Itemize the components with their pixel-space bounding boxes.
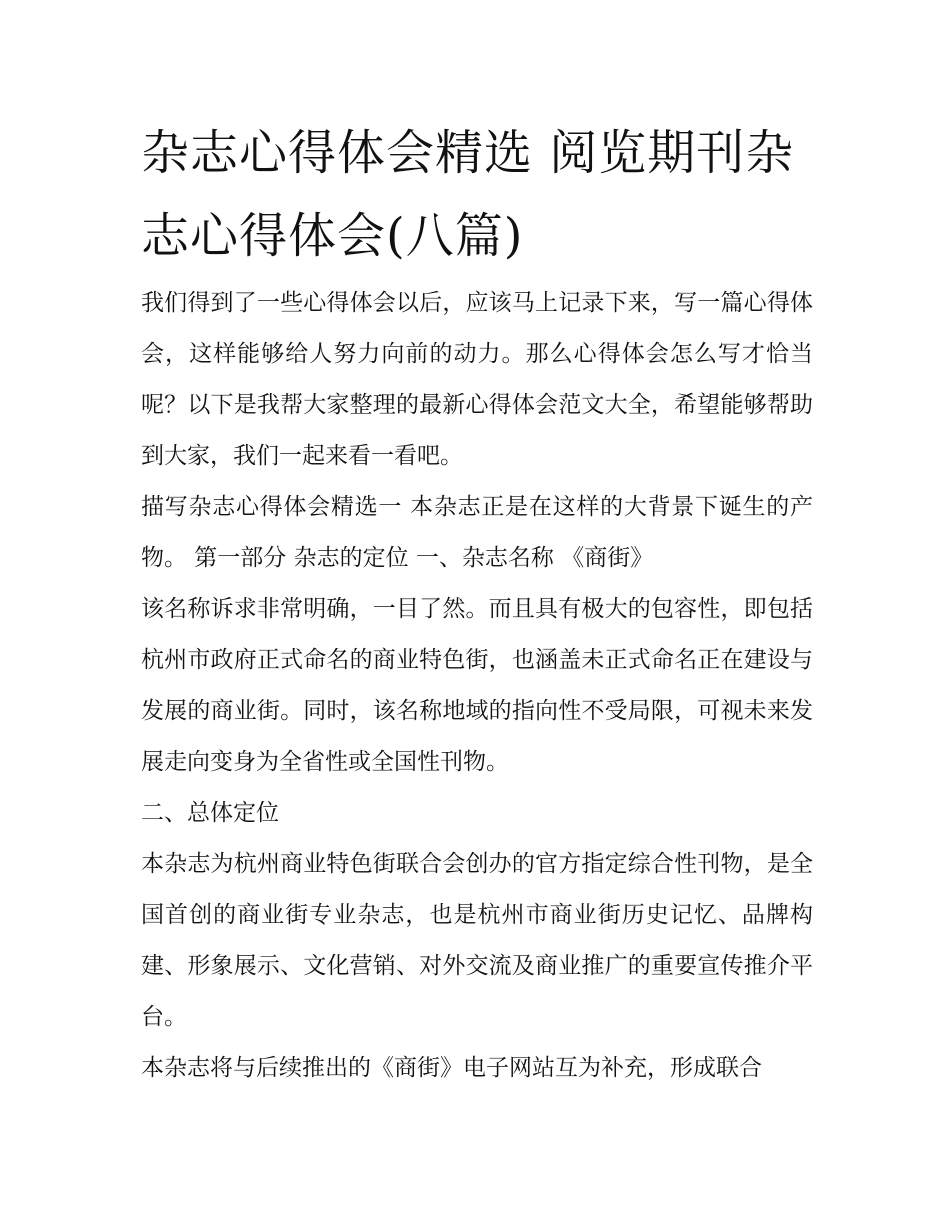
- paragraph-intro: 我们得到了一些心得体会以后，应该马上记录下来，写一篇心得体会，这样能够给人努力向前的动力。那么心得体会怎么写才恰当呢？以下是我帮大家整理的最新心得体会范文大全，希望能够帮助到大家，我们一起来看一看吧。: [141, 290, 813, 469]
- document-title: 杂志心得体会精选 阅览期刊杂志心得体会(八篇): [141, 125, 795, 264]
- paragraph-name-explanation: 该名称诉求非常明确，一目了然。而且具有极大的包容性，即包括杭州市政府正式命名的商业特色街，也涵盖未正式命名正在建设与发展的商业街。同时，该名称地域的指向性不受局限，可视未来发展走向变身为全省性或全国性刊物。: [141, 596, 813, 775]
- paragraph-positioning: 本杂志为杭州商业特色街联合会创办的官方指定综合性刊物，是全国首创的商业街专业杂志，也是杭州市商业街历史记忆、品牌构建、形象展示、文化营销、对外交流及商业推广的重要宣传推介平台。: [141, 851, 813, 1030]
- paragraph-section-one: 描写杂志心得体会精选一 本杂志正是在这样的大背景下诞生的产物。 第一部分 杂志的定位 一、杂志名称 《商街》: [141, 494, 813, 571]
- paragraph-website: 本杂志将与后续推出的《商街》电子网站互为补充，形成联合: [141, 1055, 762, 1081]
- document-page: [141, 112, 813, 1094]
- paragraph-heading-positioning: 二、总体定位: [141, 800, 279, 826]
